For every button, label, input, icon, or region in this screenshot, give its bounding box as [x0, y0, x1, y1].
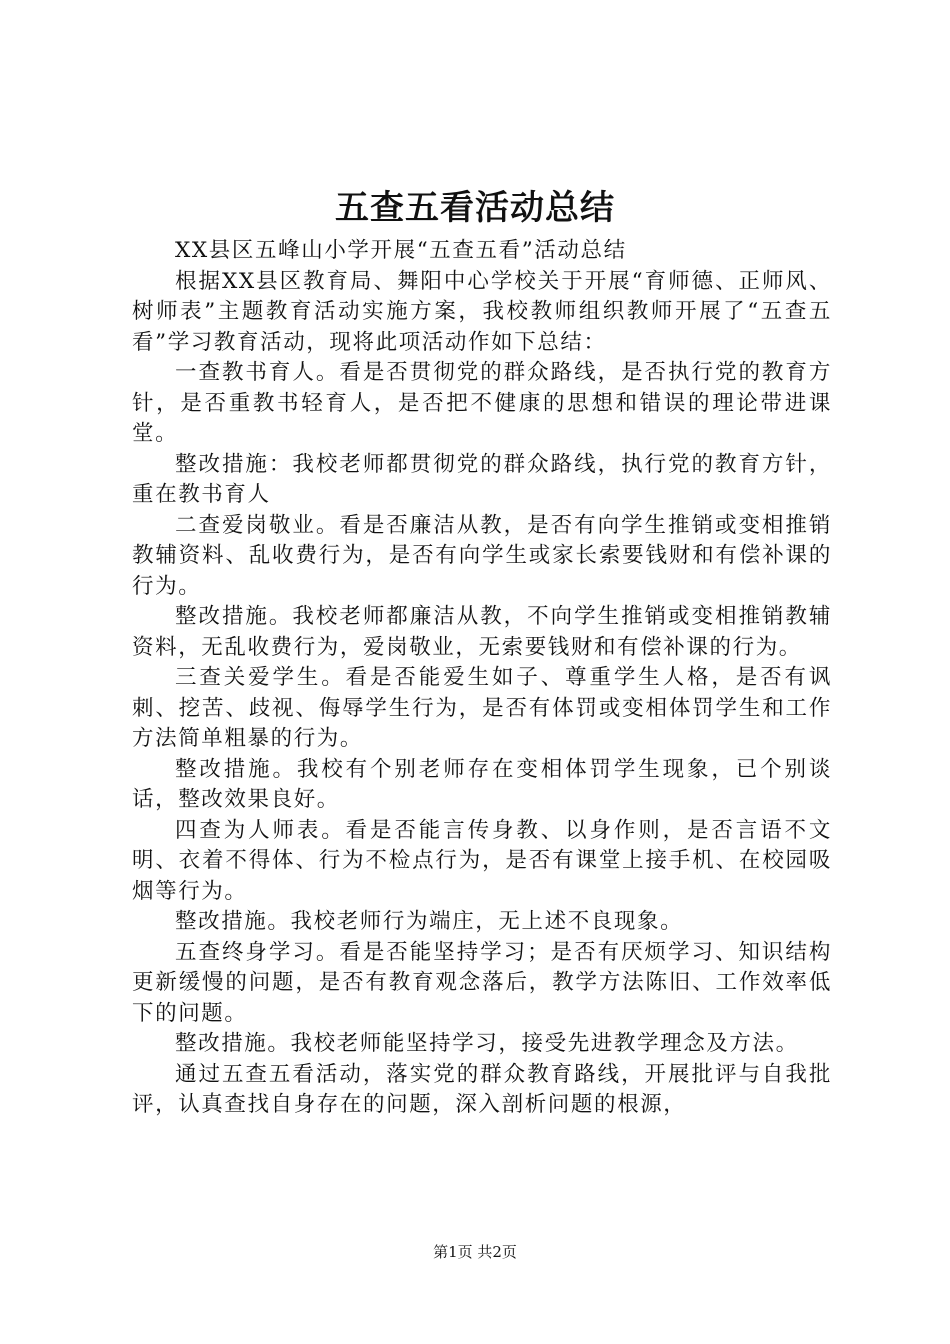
- paragraph-fix-4: 整改措施。我校老师行为端庄，无上述不良现象。: [175, 909, 684, 934]
- paragraph-fix-3: 整改措施。我校有个别老师存在变相体罚学生现象，已个别谈话，整改效果良好。: [132, 756, 832, 812]
- paragraph-conclusion: 通过五查五看活动，落实党的群众教育路线，开展批评与自我批评，认真查找自身存在的问题，深入剖析问题的根源，: [132, 1061, 832, 1117]
- paragraph-intro: 根据XX县区教育局、舞阳中心学校关于开展“育师德、正师风、树师表”主题教育活动实施方案，我校教师组织教师开展了“五查五看”学习教育活动，现将此项活动作如下总结：: [132, 268, 832, 355]
- paragraph-fix-2: 整改措施。我校老师都廉洁从教，不向学生推销或变相推销教辅资料，无乱收费行为，爱岗敬业，无索要钱财和有偿补课的行为。: [132, 604, 832, 660]
- paragraph-check-3: 三查关爱学生。看是否能爱生如子、尊重学生人格，是否有讽刺、挖苦、歧视、侮辱学生行为，是否有体罚或变相体罚学生和工作方法简单粗暴的行为。: [132, 665, 832, 751]
- document-title: 五查五看活动总结: [335, 188, 615, 228]
- paragraph-check-4: 四查为人师表。看是否能言传身教、以身作则，是否言语不文明、衣着不得体、行为不检点行为，是否有课堂上接手机、在校园吸烟等行为。: [132, 817, 832, 904]
- paragraph-check-1: 一查教书育人。看是否贯彻党的群众路线，是否执行党的教育方针，是否重教书轻育人，是否把不健康的思想和错误的理论带进课堂。: [132, 360, 832, 446]
- paragraph-check-5: 五查终身学习。看是否能坚持学习；是否有厌烦学习、知识结构更新缓慢的问题，是否有教育观念落后，教学方法陈旧、工作效率低下的问题。: [132, 939, 832, 1026]
- paragraph-subtitle: XX县区五峰山小学开展“五查五看”活动总结: [175, 238, 627, 263]
- paragraph-fix-1: 整改措施：我校老师都贯彻党的群众路线，执行党的教育方针，重在教书育人: [132, 451, 832, 507]
- paragraph-check-2: 二查爱岗敬业。看是否廉洁从教，是否有向学生推销或变相推销教辅资料、乱收费行为，是否有向学生或家长索要钱财和有偿补课的行为。: [132, 512, 832, 599]
- document-body: [132, 236, 832, 1121]
- paragraph-fix-5: 整改措施。我校老师能坚持学习，接受先进教学理念及方法。: [175, 1031, 799, 1056]
- page-footer: 第1页 共2页: [433, 1243, 517, 1261]
